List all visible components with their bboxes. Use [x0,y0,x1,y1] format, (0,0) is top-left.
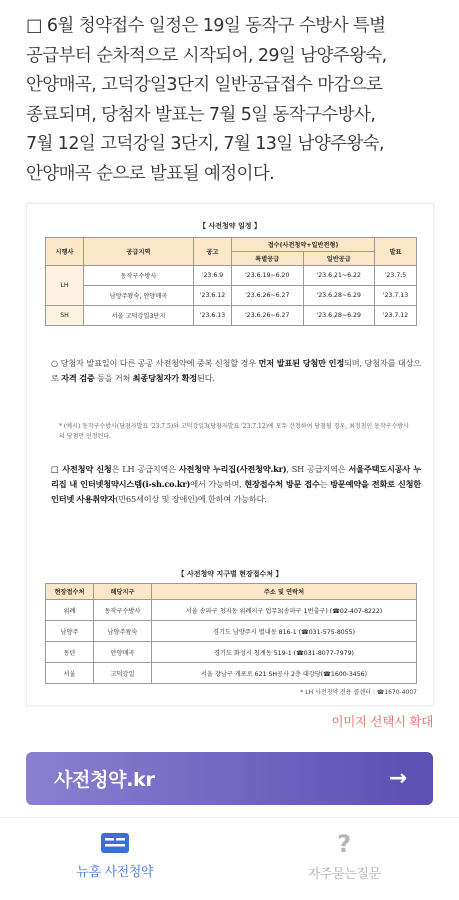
note-bold: 최종당첨자가 확정 [132,373,197,383]
cell-announce: '23.7.13 [375,286,417,306]
cell-address: 경기도 남양주시 별내동 816-1 (☎031-575-8055) [152,621,417,642]
cell-district: 고덕강일 [94,663,152,684]
tab-label: 자주묻는질문 [307,867,381,882]
cell-announce: '23.7.5 [375,266,417,286]
note-text: 되며, 당첨자를 대상으로 [51,358,421,383]
th-district: 해당지구 [94,584,152,600]
table-row [46,266,417,286]
cell-announce: '23.7.12 [375,306,417,326]
table-row [46,600,417,621]
intro-line: □ 6월 청약접수 일정은 19일 동작구 수방사 특별 [26,16,386,36]
cell-district: 동작구수방사 [94,600,152,621]
intro-paragraph [26,12,438,189]
cell-notice: '23.6.12 [194,286,232,306]
table-row [46,621,417,642]
schedule-image[interactable] [26,203,434,706]
note-text: 등을 거쳐 [94,373,133,383]
schedule-table [45,237,417,326]
th-receipt: 접수(사전청약+일반전형) [232,238,375,252]
note-bold: 서울주택도시공사 누리집 내 인터넷청약시스템(i-sh.co.kr) [51,464,422,489]
note-text: 된다. [197,373,215,383]
cell-general: '23.6.28~6.29 [303,286,375,306]
note-text: ○ 당첨자 발표일이 다른 공공 사전청약에 중복 신청할 경우 [51,358,259,368]
cell-agency: SH [46,306,84,326]
note-bold: 방문예약을 전화로 신청한 인터넷 사용취약자 [51,479,421,504]
cell-area: 서울 고덕강일3단지 [84,306,194,326]
th-address: 주소 및 연락처 [152,584,417,600]
th-announce: 발표 [375,238,417,266]
cell-general: '23.6.21~6.22 [303,266,375,286]
th-special: 특별공급 [232,252,304,266]
note-bold: □ 사전청약 신청 [51,464,112,474]
intro-line: 안양매곡, 고덕강일3단지 일반공급접수 마감으로 [26,75,383,95]
enlarge-hint: 이미지 선택시 확대 [331,714,433,729]
note-text: (만65세이상 및 장애인)에 한하여 가능하다. [115,494,267,504]
application-notice [51,462,421,507]
cell-district: 남양주왕숙 [94,621,152,642]
cell-office: 서울 [46,663,94,684]
cell-agency: LH [46,266,84,306]
cell-notice: '23.6.9 [194,266,232,286]
note-text: 는 [319,479,331,489]
cell-special: '23.6.26~6.27 [232,306,304,326]
cell-special: '23.6.19~6.20 [232,266,304,286]
offices-table [45,583,417,684]
callcenter-footnote: * LH 사전청약 전용 콜센터 : ☎1670-4007 [300,689,417,696]
note-text: , SH 공급지역은 [286,464,349,474]
th-agency: 시행사 [46,238,84,266]
duplicate-notice [51,356,421,386]
cell-special: '23.6.26~6.27 [232,286,304,306]
table-row [46,663,417,684]
cell-office: 남양주 [46,621,94,642]
table-row [46,286,417,306]
note-text: 은 LH 공급지역은 [111,464,179,474]
card-icon [100,832,130,854]
note-text: 에서 가능하며, [190,479,245,489]
tab-faq[interactable] [230,818,459,900]
presubscription-link-button[interactable] [26,752,433,805]
intro-line: 안양매곡 순으로 발표될 예정이다. [26,163,275,184]
cell-address: 서울 강남구 개포로 621 SH공사 2층 대강당(☎1600-3456) [152,663,417,684]
intro-line: 7월 12일 고덕강일 3단지, 7월 13일 남양주왕숙, [26,134,385,154]
cta-label: 사전청약.kr [54,769,155,791]
th-general: 일반공급 [303,252,375,266]
question-icon: ? [337,830,352,858]
note-bold: 먼저 발표된 당첨만 인정 [258,358,345,368]
cell-notice: '23.6.13 [194,306,232,326]
cell-address: 서울 송파구 청지동 위례지구 업무3(송파구 1번출구) (☎02-407-8222) [152,600,417,621]
cell-office: 위례 [46,600,94,621]
note-bold: 사전청약 누리집(사전청약.kr) [178,464,287,474]
tab-newhome-presubscription[interactable] [0,818,230,900]
arrow-right-icon: → [388,766,407,791]
cell-address: 경기도 화성시 청계동 519-1 (☎031-8077-7979) [152,642,417,663]
cell-district: 안양매곡 [94,642,152,663]
cell-general: '23.6.28~6.29 [303,306,375,326]
tab-label: 뉴홈 사전청약 [76,865,154,880]
cell-area: 동작구수방사 [84,266,194,286]
note-bold: 현장접수처 방문 접수 [244,479,320,489]
offices-title: 【 사전청약 지구별 현장접수처 】 [177,569,283,578]
cell-area: 남양주왕숙, 안양매곡 [84,286,194,306]
cell-office: 동탄 [46,642,94,663]
th-notice: 공고 [194,238,232,266]
example-note: * (예시) 동작구수방사(당첨자발표 '23.7.5)와 고덕강일3(당첨자발표 '23.7.12)에 모두 신청하여 당첨될 경우, 최정첨인 동작구수방사의 당첨만 인정된다. [59,423,409,440]
note-bold: 자격 검증 [61,373,95,383]
table-row [46,306,417,326]
intro-line: 종료되며, 당첨자 발표는 7월 5일 동작구수방사, [26,104,376,125]
th-office: 현장접수처 [46,584,94,600]
bottom-tab-bar [0,817,459,900]
intro-line: 공급부터 순차적으로 시작되어, 29일 남양주왕숙, [26,45,387,66]
th-area: 공급지역 [84,238,194,266]
schedule-title: 【 사전청약 일정 】 [199,221,261,230]
table-row [46,642,417,663]
